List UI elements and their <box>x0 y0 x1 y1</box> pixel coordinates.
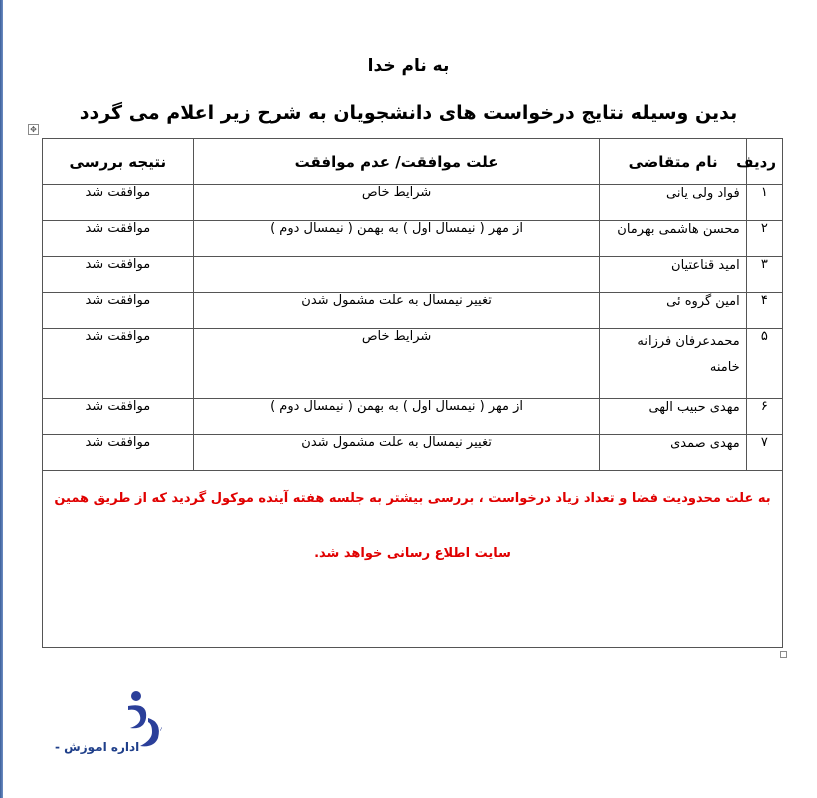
table-row <box>43 293 783 329</box>
applicant-name: مهدی حبیب الهی <box>600 399 746 435</box>
table-header-row <box>43 139 783 185</box>
row-number: ۶ <box>746 399 782 435</box>
applicant-name: امین گروه ئی <box>600 293 746 329</box>
decision-reason: شرایط خاص <box>193 185 600 221</box>
applicant-name: مهدی صمدی <box>600 435 746 471</box>
column-header-num: ردیف <box>746 139 782 185</box>
review-result: موافقت شد <box>43 221 194 257</box>
applicant-name: محمدعرفان فرزانه خامنه <box>600 329 746 399</box>
row-number: ۳ <box>746 257 782 293</box>
decision-reason: تغییر نیمسال به علت مشمول شدن <box>193 435 600 471</box>
column-header-result: نتیجه بررسی <box>43 139 194 185</box>
decision-reason: از مهر ( نیمسال اول ) به بهمن ( نیمسال دوم ) <box>193 221 600 257</box>
applicant-name: محسن هاشمی بهرمان <box>600 221 746 257</box>
table-row <box>43 329 783 399</box>
table-row <box>43 399 783 435</box>
decision-reason: شرایط خاص <box>193 329 600 399</box>
decision-reason: تغییر نیمسال به علت مشمول شدن <box>193 293 600 329</box>
table-row <box>43 221 783 257</box>
table-row <box>43 435 783 471</box>
table-move-handle-icon[interactable]: ✥ <box>28 124 39 135</box>
svg-text:~: ~ <box>157 725 166 733</box>
row-number: ۷ <box>746 435 782 471</box>
row-number: ۲ <box>746 221 782 257</box>
notice-row <box>43 471 783 648</box>
notice-text: به علت محدودیت فضا و تعداد زیاد درخواست ، بررسی بیشتر به جلسه هفته آینده موکول گردید که از طریق همین سایت اطلاع رسانی خواهد شد. <box>43 471 783 648</box>
review-result: موافقت شد <box>43 293 194 329</box>
column-header-name: نام متقاضی <box>600 139 746 185</box>
column-header-reason: علت موافقت/ عدم موافقت <box>193 139 600 185</box>
row-number: ۱ <box>746 185 782 221</box>
review-result: موافقت شد <box>43 257 194 293</box>
decision-reason <box>193 257 600 293</box>
page-subtitle: بدین وسیله نتایج درخواست های دانشجویان به شرح زیر اعلام می گردد <box>79 102 738 124</box>
table-row <box>43 185 783 221</box>
table-resize-handle-icon[interactable] <box>780 651 787 658</box>
applicant-name: امید قناعتیان <box>600 257 746 293</box>
row-number: ۵ <box>746 329 782 399</box>
issuing-office: اداره اموزش - <box>55 740 140 754</box>
row-number: ۴ <box>746 293 782 329</box>
table-row <box>43 257 783 293</box>
review-result: موافقت شد <box>43 185 194 221</box>
review-result: موافقت شد <box>43 435 194 471</box>
review-result: موافقت شد <box>43 399 194 435</box>
review-result: موافقت شد <box>43 329 194 399</box>
decision-reason: از مهر ( نیمسال اول ) به بهمن ( نیمسال دوم ) <box>193 399 600 435</box>
page-title: به نام خدا <box>367 56 450 76</box>
applicant-name: فواد ولی یانی <box>600 185 746 221</box>
results-table <box>42 138 783 648</box>
